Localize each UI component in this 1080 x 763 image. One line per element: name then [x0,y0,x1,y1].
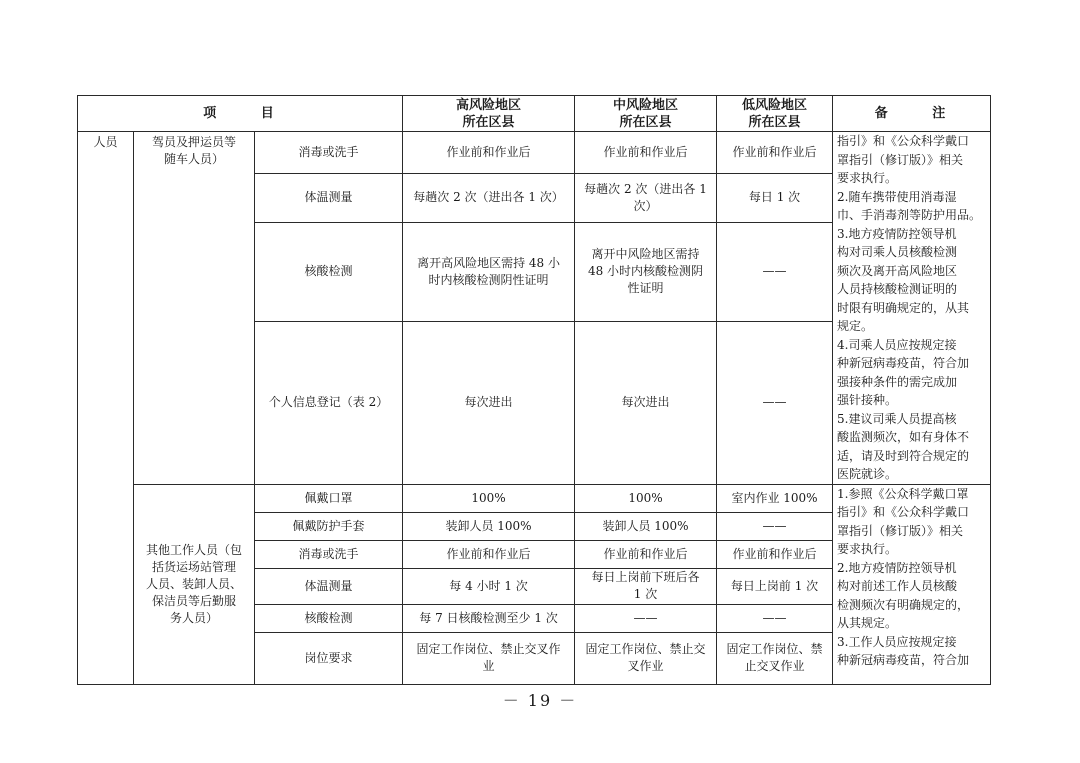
mid-risk-value: 100% [575,484,717,512]
high-risk-value: 离开高风险地区需持 48 小 时内核酸检测阴性证明 [403,222,575,321]
epidemic-measures-table [77,95,991,685]
high-risk-value: 每次进出 [403,321,575,484]
table-row [78,132,991,174]
measure-item: 岗位要求 [255,632,403,684]
header-low-risk: 低风险地区 所在区县 [717,96,833,132]
high-risk-value: 作业前和作业后 [403,132,575,174]
table-header-row [78,96,991,132]
high-risk-value: 每趟次 2 次（进出各 1 次） [403,174,575,223]
header-mid-risk: 中风险地区 所在区县 [575,96,717,132]
table-row [78,484,991,512]
low-risk-value: —— [717,512,833,540]
header-remark: 备 注 [833,96,991,132]
low-risk-value: 室内作业 100% [717,484,833,512]
mid-risk-value: 每日上岗前下班后各 1 次 [575,568,717,604]
high-risk-value: 作业前和作业后 [403,540,575,568]
mid-risk-value: 作业前和作业后 [575,132,717,174]
driver-category-label: 驾员及押运员等 随车人员） [134,132,255,485]
high-risk-value: 每 4 小时 1 次 [403,568,575,604]
low-risk-value: —— [717,222,833,321]
measure-item: 佩戴防护手套 [255,512,403,540]
measure-item: 消毒或洗手 [255,540,403,568]
low-risk-value: —— [717,321,833,484]
low-risk-value: 每日 1 次 [717,174,833,223]
measure-item: 体温测量 [255,568,403,604]
mid-risk-value: 每趟次 2 次（进出各 1 次） [575,174,717,223]
high-risk-value: 装卸人员 100% [403,512,575,540]
header-item: 项 目 [78,96,403,132]
low-risk-value: 每日上岗前 1 次 [717,568,833,604]
low-risk-value: 固定工作岗位、禁 止交叉作业 [717,632,833,684]
mid-risk-value: 离开中风险地区需持 48 小时内核酸检测阴 性证明 [575,222,717,321]
measure-item: 消毒或洗手 [255,132,403,174]
workers-category-label: 其他工作人员（包 括货运场站管理 人员、装卸人员、 保洁员等后勤服 务人员） [134,484,255,684]
mid-risk-value: 固定工作岗位、禁止交 叉作业 [575,632,717,684]
mid-risk-value: 作业前和作业后 [575,540,717,568]
low-risk-value: 作业前和作业后 [717,132,833,174]
mid-risk-value: —— [575,604,717,632]
mid-risk-value: 每次进出 [575,321,717,484]
page-number: － 19 － [502,691,578,710]
measure-item: 体温测量 [255,174,403,223]
high-risk-value: 每 7 日核酸检测至少 1 次 [403,604,575,632]
group-label-personnel: 人员 [78,132,134,685]
mid-risk-value: 装卸人员 100% [575,512,717,540]
measure-item: 佩戴口罩 [255,484,403,512]
measure-item: 核酸检测 [255,604,403,632]
measure-item: 核酸检测 [255,222,403,321]
low-risk-value: 作业前和作业后 [717,540,833,568]
high-risk-value: 100% [403,484,575,512]
measure-item: 个人信息登记（表 2） [255,321,403,484]
high-risk-value: 固定工作岗位、禁止交叉作 业 [403,632,575,684]
low-risk-value: —— [717,604,833,632]
driver-remark: 指引》和《公众科学戴口 罩指引（修订版）》相关 要求执行。 2.随车携带使用消毒湿 巾、手消毒剂等防护用品。 3.地方疫情防控领导机 构对司乘人员核酸检测 频次及离开高风险地区 人员持核酸检测证明的 时限有明确规定的，从其 规定。 4.司乘人员应按规定接 种新冠病毒疫苗，符合加 强接种条件的需完成加 强针接种。 5.建议司乘人员提高核 酸监测频次，如有身体不 适，请及时到符合规定的 医院就诊。 [833,132,991,485]
workers-remark: 1.参照《公众科学戴口罩 指引》和《公众科学戴口 罩指引（修订版）》相关 要求执行。 2.地方疫情防控领导机 构对前述工作人员核酸 检测频次有明确规定的， 从其规定。 3.工作人员应按规定接 种新冠病毒疫苗，符合加 [833,484,991,684]
header-high-risk: 高风险地区 所在区县 [403,96,575,132]
